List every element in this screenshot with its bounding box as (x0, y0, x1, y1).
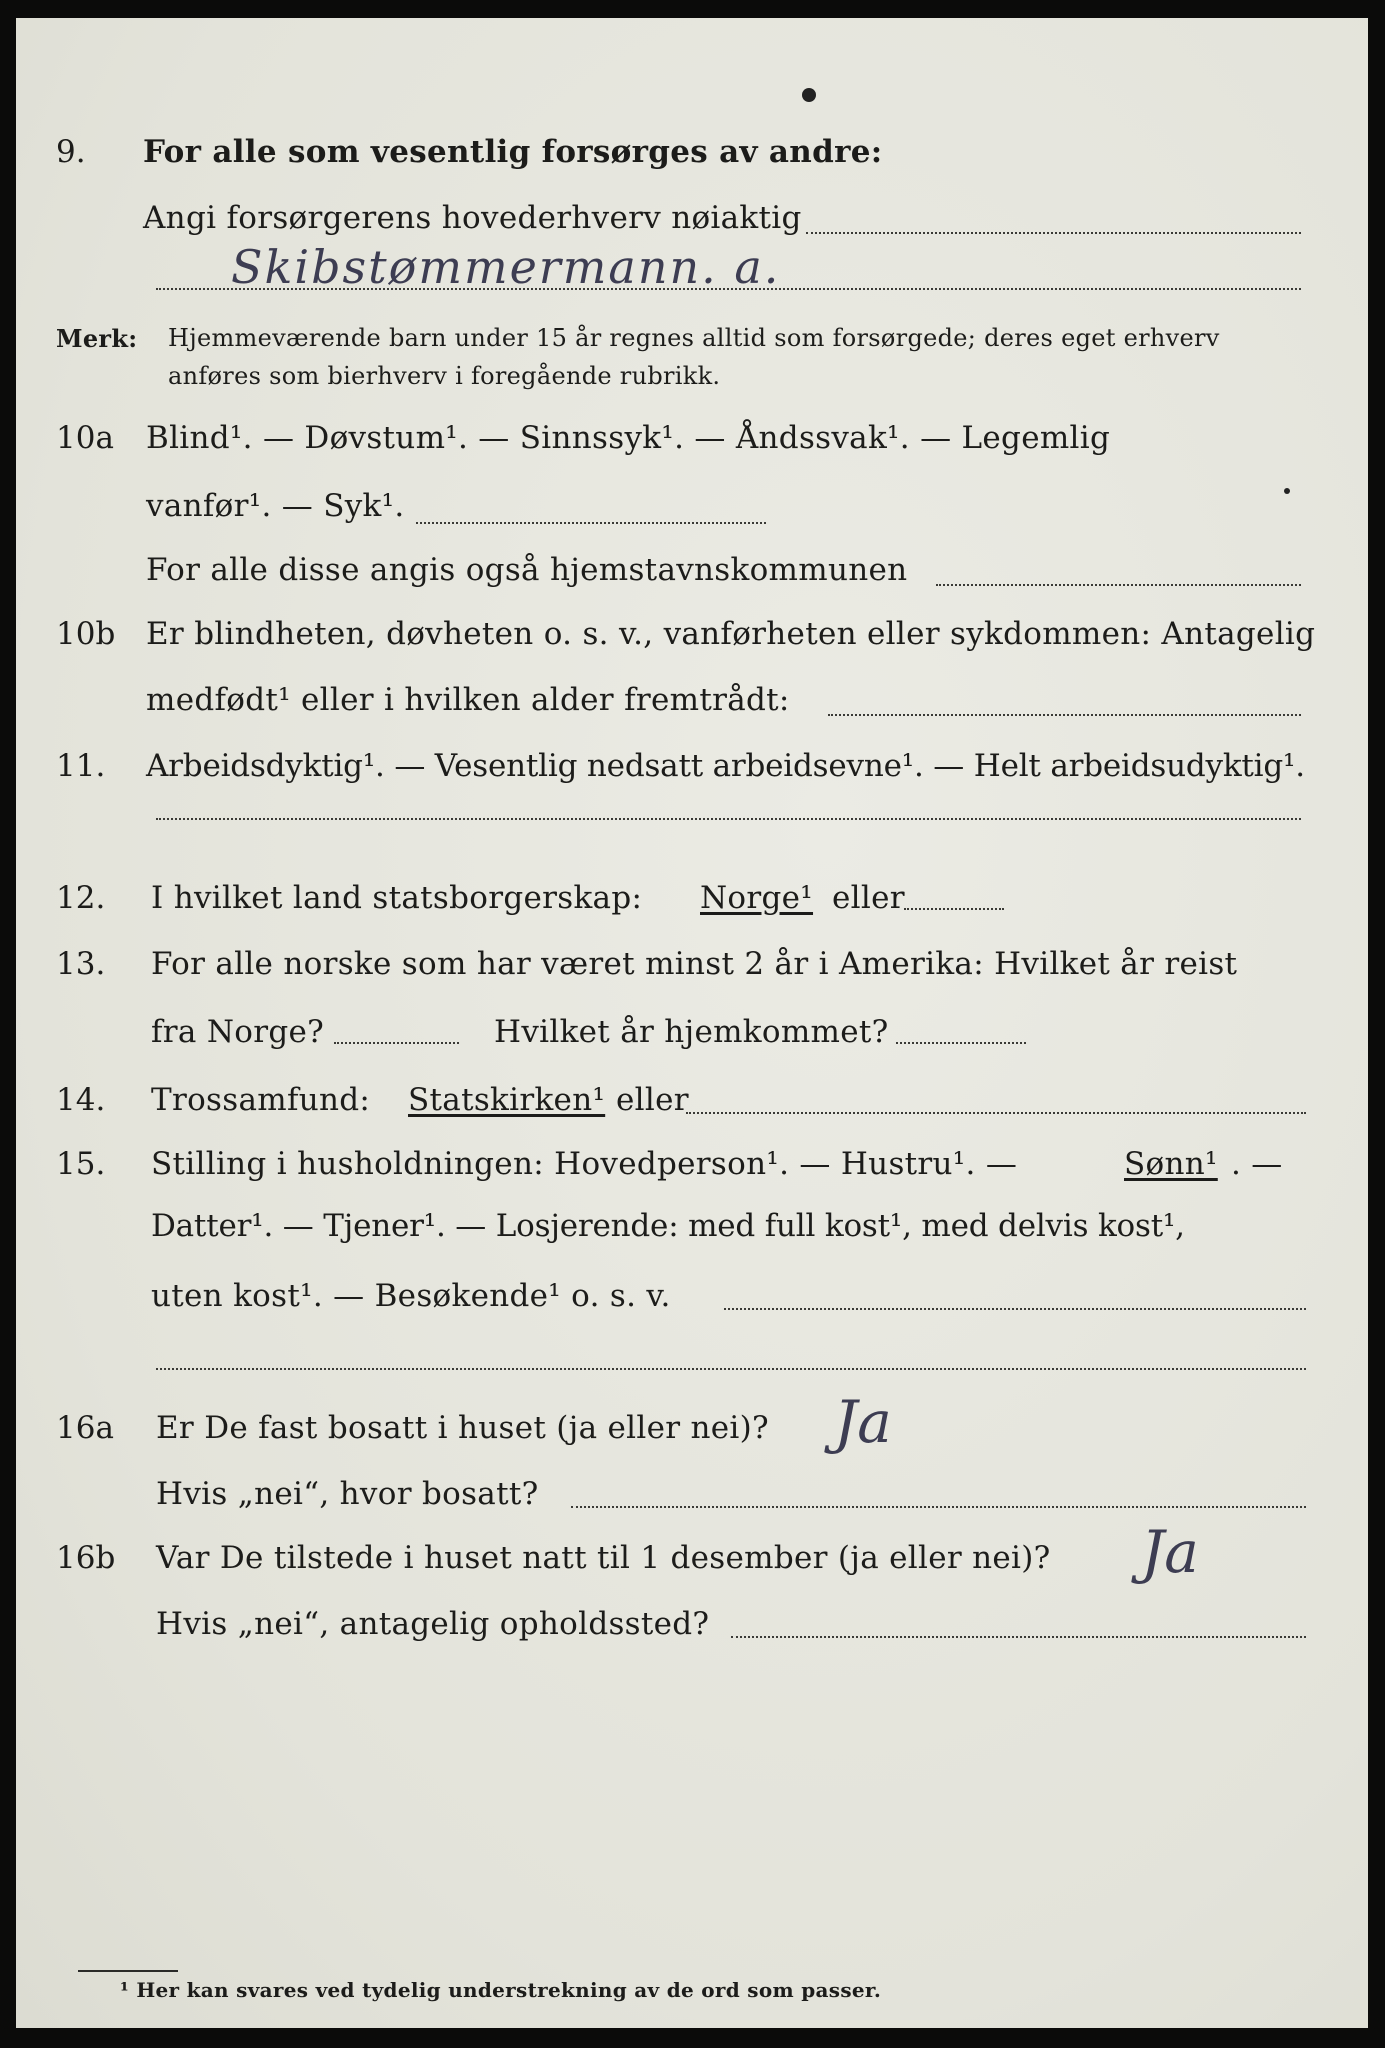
q14-number: 14. (56, 1082, 106, 1118)
q15-number: 15. (56, 1146, 106, 1182)
q9-line2: Angi forsørgerens hovederhverv nøiaktig (143, 200, 802, 236)
footnote-rule (78, 1970, 178, 1972)
q14-prefix: Trossamfund: (151, 1082, 371, 1118)
q10a-syk-line (416, 522, 766, 524)
q16a-line1: Er De fast bosatt i huset (ja eller nei)? (156, 1410, 769, 1446)
merk-line2: anføres som bierhverv i foregående rubrikk. (168, 362, 721, 390)
q10a-number: 10a (56, 420, 114, 456)
census-form-page (16, 18, 1368, 2028)
q15-line1-suffix: . — (1231, 1146, 1283, 1182)
q9-title: For alle som vesentlig forsørges av andre: (143, 134, 883, 170)
q14-statskirken-underlined: Statskirken¹ (408, 1082, 606, 1118)
q9-number: 9. (56, 134, 86, 170)
q12-number: 12. (56, 880, 106, 916)
q13-line1: For alle norske som har været minst 2 år i Amerika: Hvilket år reist (151, 946, 1238, 982)
ink-dot-icon (1284, 488, 1290, 494)
q16b-line1: Var De tilstede i huset natt til 1 desember (ja eller nei)? (156, 1540, 1051, 1576)
q16b-handwritten-answer: Ja (1141, 1518, 1199, 1586)
q14-fill-line (686, 1112, 1306, 1114)
q12-norge-underlined: Norge¹ (700, 880, 814, 916)
q13-line2a: fra Norge? (151, 1014, 325, 1050)
q11-fill-line (156, 818, 1301, 820)
q13-hjemkommet-line (896, 1042, 1026, 1044)
q16a-line2: Hvis „nei“, hvor bosatt? (156, 1476, 539, 1512)
q10a-hjemstavn-line (936, 584, 1301, 586)
merk-line1: Hjemmeværende barn under 15 år regnes alltid som forsørgede; deres eget erhverv (168, 324, 1220, 352)
q16a-fill-line (571, 1506, 1306, 1508)
q15-sonn-underlined: Sønn¹ (1124, 1146, 1218, 1182)
ink-spot-icon (802, 88, 816, 102)
q10a-line2: vanfør¹. — Syk¹. (146, 488, 405, 524)
q13-number: 13. (56, 946, 106, 982)
q12-eller: eller (832, 880, 905, 916)
q10b-fill-line (828, 714, 1301, 716)
q12-prefix: I hvilket land statsborgerskap: (151, 880, 643, 916)
q10b-line1: Er blindheten, døvheten o. s. v., vanførheten eller sykdommen: Antagelig (146, 616, 1316, 652)
q10a-line1: Blind¹. — Døvstum¹. — Sinnssyk¹. — Åndssvak¹. — Legemlig (146, 420, 1111, 456)
q15-fill-line (724, 1308, 1306, 1310)
q11-number: 11. (56, 748, 106, 784)
footnote-text: ¹ Her kan svares ved tydelig understrekning av de ord som passer. (120, 1978, 882, 2002)
q9-fill-line (806, 232, 1301, 234)
q15-line1-prefix: Stilling i husholdningen: Hovedperson¹. — Hustru¹. — (151, 1146, 1018, 1182)
q16a-handwritten-answer: Ja (834, 1388, 892, 1456)
q15-line3: uten kost¹. — Besøkende¹ o. s. v. (151, 1278, 671, 1314)
q13-line2b: Hvilket år hjemkommet? (494, 1014, 889, 1050)
q9-handwritten-answer: Skibstømmermann. a. (231, 240, 781, 294)
q15-line2: Datter¹. — Tjener¹. — Losjerende: med full kost¹, med delvis kost¹, (151, 1208, 1185, 1244)
q15-extra-line (156, 1368, 1306, 1370)
q14-eller: eller (616, 1082, 689, 1118)
q16a-number: 16a (56, 1410, 114, 1446)
q16b-number: 16b (56, 1540, 116, 1576)
q10a-line3: For alle disse angis også hjemstavnskommunen (146, 552, 908, 588)
q16b-line2: Hvis „nei“, antagelig opholdssted? (156, 1606, 710, 1642)
merk-label: Merk: (56, 324, 138, 353)
q16b-fill-line (731, 1636, 1306, 1638)
q12-fill-line (904, 908, 1004, 910)
q10b-line2: medfødt¹ eller i hvilken alder fremtrådt: (146, 682, 790, 718)
q10b-number: 10b (56, 616, 116, 652)
q11-line1: Arbeidsdyktig¹. — Vesentlig nedsatt arbeidsevne¹. — Helt arbeidsudyktig¹. (146, 748, 1305, 784)
q13-reist-line (334, 1042, 459, 1044)
